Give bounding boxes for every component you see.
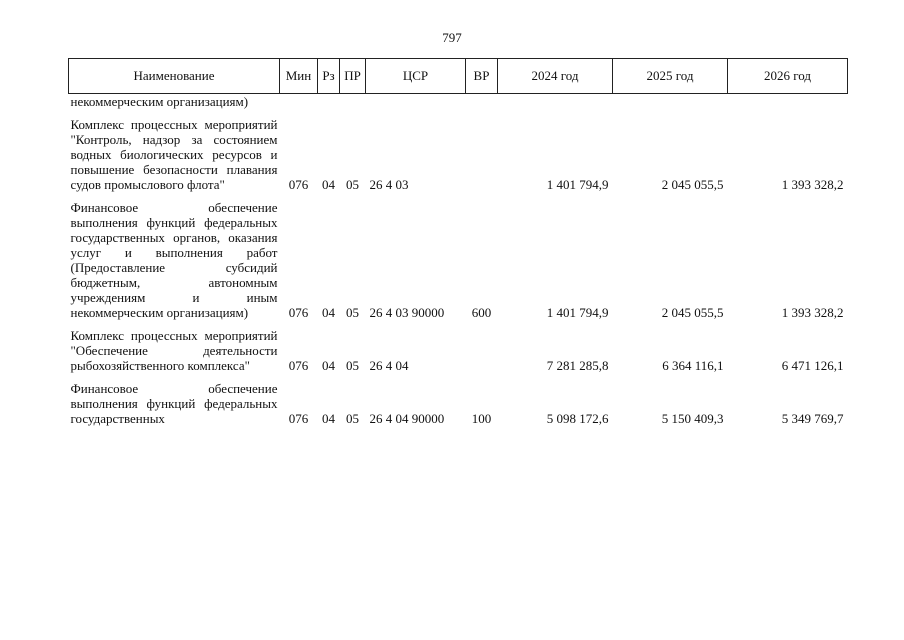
row-2025: 2 045 055,5 <box>661 305 724 320</box>
row-pr: 05 <box>346 358 359 373</box>
row-2026: 6 471 126,1 <box>781 358 844 373</box>
row-2025: 2 045 055,5 <box>661 177 724 192</box>
row-csr: 26 4 03 <box>369 177 409 192</box>
row-2024: 7 281 285,8 <box>546 358 609 373</box>
row-name: Комплекс процессных мероприятий "Обеспечение деятельности рыбохозяйственного комплекса" <box>70 328 278 373</box>
row-rz <box>318 94 340 112</box>
table-row <box>69 111 848 194</box>
row-vr <box>466 322 498 375</box>
row-2026 <box>728 94 848 112</box>
table-row <box>69 94 848 112</box>
row-vr <box>466 111 498 194</box>
row-2024 <box>498 94 613 112</box>
row-rz: 04 <box>322 177 335 192</box>
row-rz: 04 <box>322 358 335 373</box>
row-csr: 26 4 04 90000 <box>369 411 445 426</box>
row-2024: 1 401 794,9 <box>546 177 609 192</box>
header-name: Наименование <box>69 59 280 94</box>
header-vr: ВР <box>466 59 498 94</box>
row-2026: 5 349 769,7 <box>781 411 844 426</box>
header-min: Мин <box>280 59 318 94</box>
row-pr: 05 <box>346 305 359 320</box>
row-2025: 5 150 409,3 <box>661 411 724 426</box>
row-csr: 26 4 03 90000 <box>369 305 445 320</box>
header-csr: ЦСР <box>366 59 466 94</box>
page-number: 797 <box>442 30 462 45</box>
row-2024: 5 098 172,6 <box>546 411 609 426</box>
header-2025: 2025 год <box>613 59 728 94</box>
budget-table <box>68 58 848 428</box>
row-pr: 05 <box>346 177 359 192</box>
row-vr: 100 <box>471 411 492 426</box>
row-pr: 05 <box>346 411 359 426</box>
table-row <box>69 375 848 428</box>
row-pr <box>340 94 366 112</box>
row-2024: 1 401 794,9 <box>546 305 609 320</box>
row-vr <box>466 94 498 112</box>
table-row <box>69 322 848 375</box>
row-min: 076 <box>288 177 309 192</box>
row-name: Финансовое обеспечение выполнения функций федеральных государственных органов, оказания услуг и выполнения работ (Предоставление субсидий бюджетным, автономным учреждениям и иным некоммерческим организациям) <box>70 200 278 320</box>
row-rz: 04 <box>322 305 335 320</box>
row-name: некоммерческим организациям) <box>70 94 249 109</box>
row-min: 076 <box>288 305 309 320</box>
header-pr: ПР <box>340 59 366 94</box>
row-vr: 600 <box>471 305 492 320</box>
row-2026: 1 393 328,2 <box>781 305 844 320</box>
row-2025 <box>613 94 728 112</box>
row-rz: 04 <box>322 411 335 426</box>
header-2026: 2026 год <box>728 59 848 94</box>
header-rz: Рз <box>318 59 340 94</box>
row-min: 076 <box>288 411 309 426</box>
header-2024: 2024 год <box>498 59 613 94</box>
row-min: 076 <box>288 358 309 373</box>
row-min <box>280 94 318 112</box>
table-header-row <box>69 59 848 94</box>
row-csr <box>366 94 466 112</box>
row-2026: 1 393 328,2 <box>781 177 844 192</box>
row-name: Комплекс процессных мероприятий "Контроль, надзор за состоянием водных биологических ресурсов и повышение безопасности плавания судов промыслового флота" <box>70 117 278 192</box>
row-2025: 6 364 116,1 <box>662 358 724 373</box>
table-row <box>69 194 848 322</box>
row-name: Финансовое обеспечение выполнения функций федеральных государственных <box>70 381 278 426</box>
row-csr: 26 4 04 <box>369 358 409 373</box>
